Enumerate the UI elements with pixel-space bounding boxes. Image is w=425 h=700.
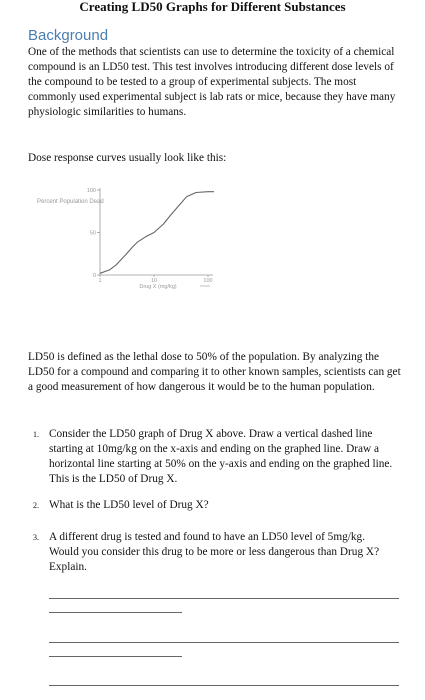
answer-line[interactable] <box>49 642 399 643</box>
chart-y-tick-label: 50 <box>89 230 96 237</box>
chart-x-tick-label: 10 <box>150 278 158 284</box>
question-2-number: 2. <box>33 501 39 510</box>
answer-line[interactable] <box>49 656 182 657</box>
chart-plot-area <box>28 180 228 290</box>
section-heading: Background <box>28 27 109 44</box>
chart-x-axis-label: Drug X (mg/kg) <box>139 284 177 290</box>
question-2 <box>33 498 395 513</box>
answer-line[interactable] <box>49 612 182 613</box>
dose-response-chart <box>28 180 228 295</box>
answer-line[interactable] <box>49 685 399 686</box>
question-2-text: What is the LD50 level of Drug X? <box>49 499 209 511</box>
question-1-number: 1. <box>33 430 39 439</box>
question-1-text: Consider the LD50 graph of Drug X above. Draw a vertical dashed line starting at 10mg/kg on the x-axis and ending on the graphed line. Draw a horizontal line starting at 50% on the y-axis and ending on the graphed line. This is the LD50 of Drug X. <box>49 428 393 485</box>
chart-y-axis-label: Percent Population Dead <box>37 199 104 205</box>
question-3 <box>33 530 395 575</box>
chart-x-tick-label: 100 <box>203 278 213 284</box>
answer-line[interactable] <box>49 598 399 599</box>
chart-x-tick-label: 1 <box>98 278 102 284</box>
dose-response-intro: Dose response curves usually look like this: <box>28 152 227 164</box>
document-title: Creating LD50 Graphs for Different Substances <box>79 0 346 14</box>
question-1 <box>33 427 395 487</box>
chart-y-tick-label: 100 <box>86 188 96 194</box>
chart-y-tick-label: 0 <box>92 273 96 279</box>
intro-paragraph: One of the methods that scientists can use to determine the toxicity of a chemical compound is an LD50 test. This test involves introducing different dose levels of the compound to be tested to a group of experimental subjects. The most commonly used experimental subject is lab rats or mice, because they have many physiologic similarities to humans. <box>28 46 396 118</box>
question-3-text: A different drug is tested and found to have an LD50 level of 5mg/kg. Would you consider this drug to be more or less dangerous than Drug X? Explain. <box>49 531 380 573</box>
question-3-number: 3. <box>33 533 39 542</box>
dose-response-curve <box>100 192 214 274</box>
ld50-definition-paragraph: LD50 is defined as the lethal dose to 50% of the population. By analyzing the LD50 for a compound and comparing it to other known samples, scientists can get a good measurement of how dangerous it would be to the human population. <box>28 351 401 393</box>
